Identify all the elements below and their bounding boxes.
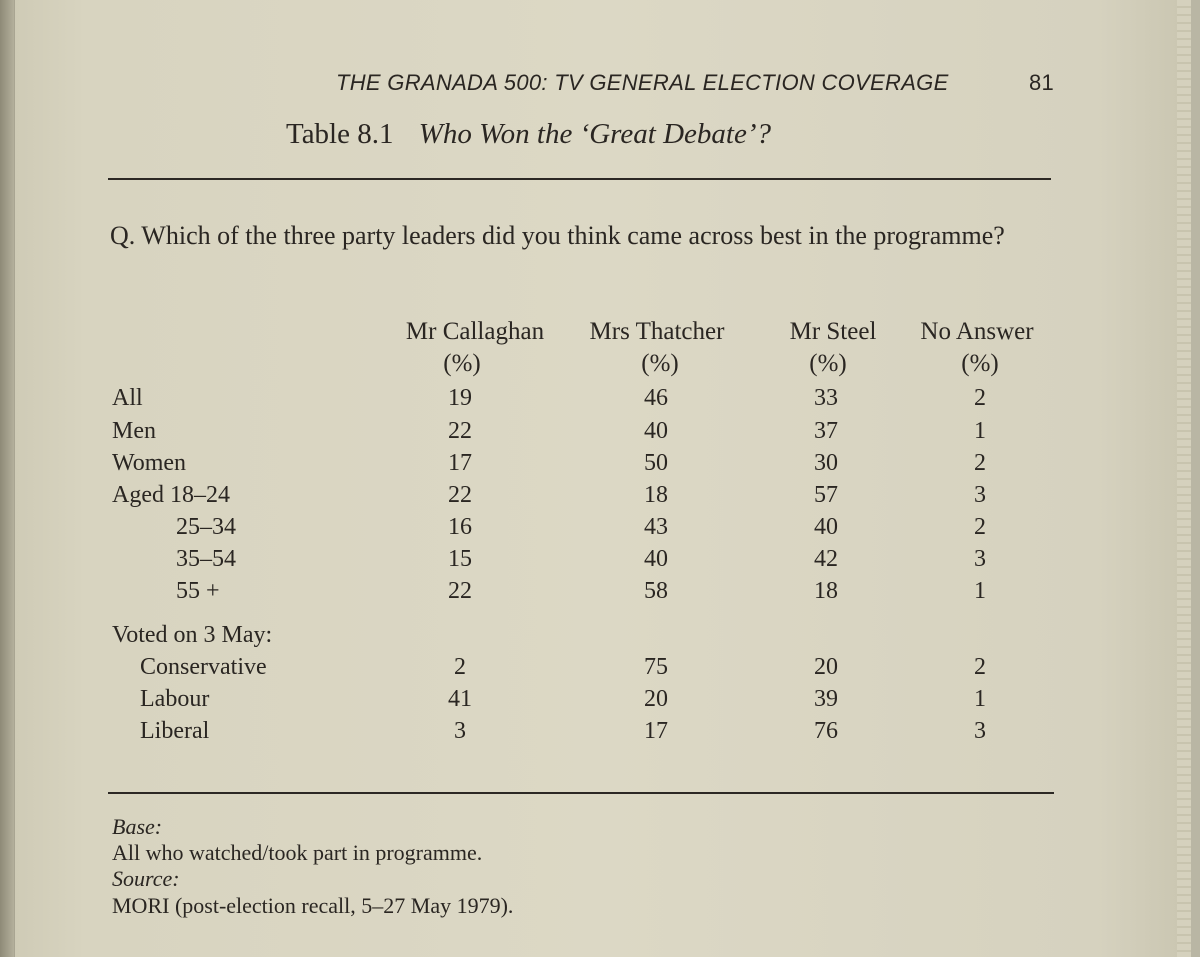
cell-thatcher: 20	[644, 686, 668, 712]
cell-steel: 76	[814, 718, 838, 744]
row-label: All	[112, 385, 143, 411]
cell-callaghan: 2	[454, 654, 466, 680]
cell-thatcher: 43	[644, 514, 668, 540]
cell-steel: 40	[814, 514, 838, 540]
row-label: 25–34	[176, 514, 236, 540]
cell-callaghan: 15	[448, 546, 472, 572]
column-header-steel: Mr Steel	[789, 318, 877, 345]
book-spine-shadow	[0, 0, 14, 957]
row-label: Women	[112, 450, 187, 476]
cell-steel: 20	[814, 654, 838, 680]
unit-no-answer: (%)	[961, 350, 999, 377]
table-title-text: Who Won the ‘Great Debate’?	[418, 118, 771, 150]
cell-steel: 37	[814, 418, 838, 444]
base-label: Base:	[112, 814, 163, 839]
source-text: MORI (post-election recall, 5–27 May 1979).	[112, 893, 514, 918]
table-label: Table 8.1	[286, 118, 394, 150]
cell-no-answer: 2	[974, 450, 986, 476]
cell-thatcher: 40	[644, 418, 668, 444]
column-header-callaghan: Mr Callaghan	[405, 318, 545, 345]
cell-callaghan: 19	[448, 385, 472, 411]
cell-thatcher: 50	[644, 450, 668, 476]
cell-no-answer: 3	[974, 546, 986, 572]
unit-thatcher: (%)	[641, 350, 679, 377]
cell-steel: 18	[814, 578, 838, 604]
column-header-no-answer: No Answer	[920, 318, 1034, 345]
cell-thatcher: 17	[644, 718, 668, 744]
cell-callaghan: 16	[448, 514, 472, 540]
running-head-text: THE GRANADA 500: TV GENERAL ELECTION COVERAGE	[336, 70, 949, 95]
survey-question: Q. Which of the three party leaders did you think came across best in the programme?	[110, 221, 1005, 250]
cell-callaghan: 3	[454, 718, 466, 744]
table-title	[286, 118, 771, 151]
cell-no-answer: 3	[974, 718, 986, 744]
cell-no-answer: 1	[974, 418, 986, 444]
row-label: Liberal	[140, 718, 210, 744]
row-label: Men	[112, 418, 156, 444]
cell-steel: 42	[814, 546, 838, 572]
running-head	[336, 70, 1056, 96]
cell-steel: 33	[814, 385, 838, 411]
base-text: All who watched/took part in programme.	[112, 840, 483, 865]
source-label: Source:	[112, 866, 180, 891]
page-number: 81	[1029, 70, 1055, 95]
cell-thatcher: 46	[644, 385, 668, 411]
page-edge	[1177, 0, 1191, 957]
cell-no-answer: 2	[974, 514, 986, 540]
cell-steel: 30	[814, 450, 838, 476]
cell-thatcher: 75	[644, 654, 668, 680]
top-rule	[108, 178, 1051, 180]
cell-no-answer: 3	[974, 482, 986, 508]
row-label: Aged 18–24	[112, 482, 230, 508]
unit-steel: (%)	[809, 350, 847, 377]
cell-thatcher: 18	[644, 482, 668, 508]
cell-no-answer: 1	[974, 578, 986, 604]
row-label: 35–54	[176, 546, 236, 572]
cell-no-answer: 1	[974, 686, 986, 712]
column-header-thatcher: Mrs Thatcher	[589, 318, 725, 345]
group-heading: Voted on 3 May:	[112, 622, 273, 648]
cell-no-answer: 2	[974, 385, 986, 411]
cell-steel: 39	[814, 686, 838, 712]
cell-callaghan: 41	[448, 686, 472, 712]
cell-callaghan: 22	[448, 482, 472, 508]
row-label: Labour	[140, 686, 210, 712]
cell-callaghan: 22	[448, 578, 472, 604]
cell-callaghan: 17	[448, 450, 472, 476]
row-label: 55 +	[176, 578, 220, 604]
row-label: Conservative	[140, 654, 267, 680]
unit-callaghan: (%)	[443, 350, 481, 377]
cell-no-answer: 2	[974, 654, 986, 680]
cell-thatcher: 58	[644, 578, 668, 604]
cell-steel: 57	[814, 482, 838, 508]
bottom-rule	[108, 792, 1054, 794]
cell-thatcher: 40	[644, 546, 668, 572]
cell-callaghan: 22	[448, 418, 472, 444]
